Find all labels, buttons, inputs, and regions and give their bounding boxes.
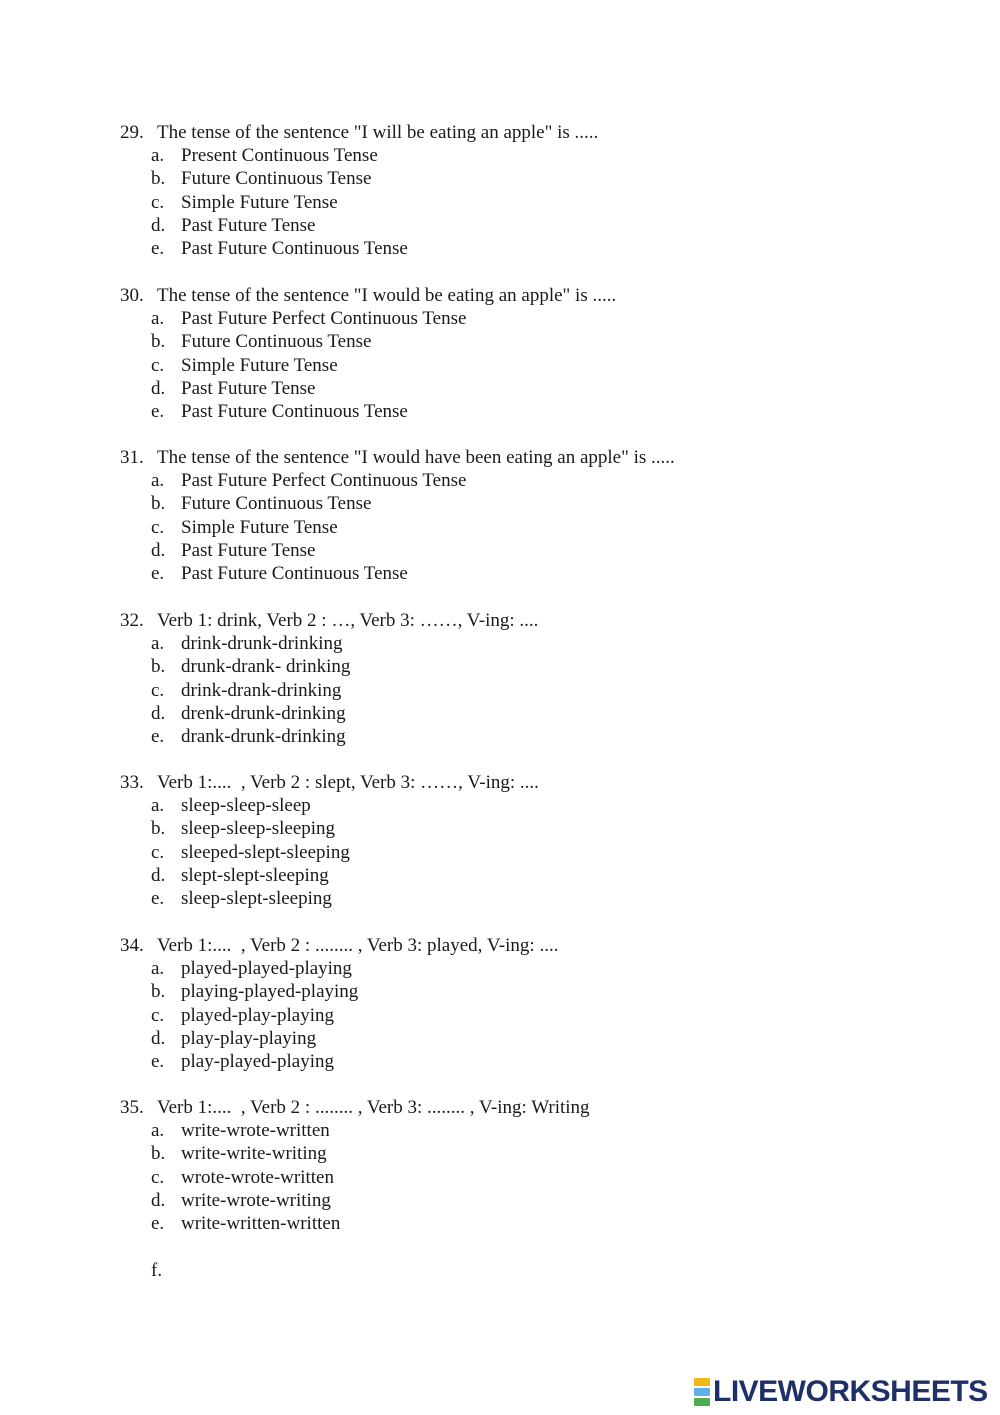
option-text: sleep-slept-sleeping bbox=[181, 887, 332, 909]
option-letter: c. bbox=[151, 841, 165, 863]
option-c[interactable] bbox=[120, 1004, 940, 1027]
option-letter: d. bbox=[151, 1189, 166, 1211]
option-letter: b. bbox=[151, 656, 166, 678]
option-b[interactable] bbox=[120, 167, 940, 190]
question-text: The tense of the sentence "I will be eating an apple" is ..... bbox=[157, 122, 599, 143]
option-text: sleep-sleep-sleeping bbox=[181, 818, 336, 840]
option-text: write-written-written bbox=[181, 1212, 341, 1234]
trailing-option-letter: f. bbox=[151, 1260, 163, 1281]
option-letter: d. bbox=[151, 1027, 166, 1049]
option-letter: a. bbox=[151, 145, 165, 167]
option-letter: a. bbox=[151, 470, 165, 492]
question-32 bbox=[120, 609, 940, 748]
option-a[interactable] bbox=[120, 307, 940, 330]
question-stem bbox=[120, 609, 940, 632]
question-stem bbox=[120, 284, 940, 307]
option-d[interactable] bbox=[120, 1027, 940, 1050]
question-number: 32. bbox=[120, 610, 144, 631]
option-letter: e. bbox=[151, 562, 165, 584]
option-c[interactable] bbox=[120, 1166, 940, 1189]
question-stem bbox=[120, 934, 940, 957]
option-d[interactable] bbox=[120, 702, 940, 725]
option-letter: c. bbox=[151, 191, 165, 213]
option-letter: c. bbox=[151, 354, 165, 376]
option-a[interactable] bbox=[120, 794, 940, 817]
option-text: played-play-playing bbox=[181, 1004, 335, 1026]
option-e[interactable] bbox=[120, 400, 940, 423]
option-text: played-played-playing bbox=[181, 958, 352, 980]
option-e[interactable] bbox=[120, 237, 940, 260]
option-text: drunk-drank- drinking bbox=[181, 656, 351, 678]
option-letter: a. bbox=[151, 958, 165, 980]
option-c[interactable] bbox=[120, 354, 940, 377]
option-text: Future Continuous Tense bbox=[181, 168, 372, 190]
option-text: Past Future Continuous Tense bbox=[181, 400, 408, 422]
option-text: drink-drank-drinking bbox=[181, 679, 342, 701]
question-stem bbox=[120, 771, 940, 794]
option-letter: b. bbox=[151, 1143, 166, 1165]
question-stem bbox=[120, 446, 940, 469]
option-d[interactable] bbox=[120, 214, 940, 237]
option-text: Future Continuous Tense bbox=[181, 331, 372, 353]
option-letter: c. bbox=[151, 1166, 165, 1188]
option-text: playing-played-playing bbox=[181, 981, 359, 1003]
question-text: Verb 1:.... , Verb 2 : ........ , Verb 3: played, V-ing: .... bbox=[157, 935, 559, 956]
option-e[interactable] bbox=[120, 562, 940, 585]
option-b[interactable] bbox=[120, 330, 940, 353]
question-number: 34. bbox=[120, 935, 144, 956]
question-34 bbox=[120, 934, 940, 1073]
option-b[interactable] bbox=[120, 817, 940, 840]
option-letter: e. bbox=[151, 725, 165, 747]
liveworksheets-logo bbox=[694, 1376, 988, 1408]
option-a[interactable] bbox=[120, 469, 940, 492]
option-a[interactable] bbox=[120, 144, 940, 167]
option-text: write-wrote-writing bbox=[181, 1189, 331, 1211]
option-text: Simple Future Tense bbox=[181, 191, 338, 213]
option-c[interactable] bbox=[120, 679, 940, 702]
option-letter: c. bbox=[151, 679, 165, 701]
logo-text: LIVEWORKSHEETS bbox=[713, 1375, 988, 1408]
option-letter: b. bbox=[151, 331, 166, 353]
option-e[interactable] bbox=[120, 725, 940, 748]
option-text: Simple Future Tense bbox=[181, 354, 338, 376]
question-number: 35. bbox=[120, 1097, 144, 1118]
question-text: Verb 1:.... , Verb 2 : slept, Verb 3: ……, V-ing: .... bbox=[157, 772, 539, 793]
option-letter: c. bbox=[151, 516, 165, 538]
option-b[interactable] bbox=[120, 655, 940, 678]
option-b[interactable] bbox=[120, 980, 940, 1003]
option-e[interactable] bbox=[120, 1212, 940, 1235]
option-d[interactable] bbox=[120, 377, 940, 400]
option-a[interactable] bbox=[120, 1119, 940, 1142]
question-text: Verb 1:.... , Verb 2 : ........ , Verb 3: ........ , V-ing: Writing bbox=[157, 1097, 590, 1118]
option-d[interactable] bbox=[120, 864, 940, 887]
option-text: sleep-sleep-sleep bbox=[181, 795, 311, 817]
question-number: 29. bbox=[120, 122, 144, 143]
option-letter: e. bbox=[151, 1212, 165, 1234]
option-letter: b. bbox=[151, 981, 166, 1003]
option-text: Present Continuous Tense bbox=[181, 145, 378, 167]
option-letter: e. bbox=[151, 1050, 165, 1072]
option-letter: d. bbox=[151, 864, 166, 886]
option-letter: a. bbox=[151, 308, 165, 330]
question-33 bbox=[120, 771, 940, 910]
option-letter: e. bbox=[151, 887, 165, 909]
option-letter: a. bbox=[151, 633, 165, 655]
option-text: sleeped-slept-sleeping bbox=[181, 841, 350, 863]
option-text: Future Continuous Tense bbox=[181, 493, 372, 515]
option-text: play-play-playing bbox=[181, 1027, 317, 1049]
option-letter: b. bbox=[151, 493, 166, 515]
option-d[interactable] bbox=[120, 1189, 940, 1212]
option-letter: d. bbox=[151, 377, 166, 399]
question-stem bbox=[120, 1096, 940, 1119]
option-e[interactable] bbox=[120, 1050, 940, 1073]
question-35 bbox=[120, 1096, 940, 1235]
question-stem bbox=[120, 121, 940, 144]
question-30 bbox=[120, 284, 940, 423]
option-letter: d. bbox=[151, 539, 166, 561]
question-31 bbox=[120, 446, 940, 585]
option-b[interactable] bbox=[120, 492, 940, 515]
option-text: Past Future Perfect Continuous Tense bbox=[181, 470, 467, 492]
logo-block-top bbox=[694, 1378, 710, 1386]
option-text: Past Future Tense bbox=[181, 377, 316, 399]
option-b[interactable] bbox=[120, 1142, 940, 1165]
option-a[interactable] bbox=[120, 632, 940, 655]
option-letter: a. bbox=[151, 795, 165, 817]
liveworksheets-logo-icon bbox=[694, 1378, 710, 1406]
option-c[interactable] bbox=[120, 841, 940, 864]
option-letter: b. bbox=[151, 168, 166, 190]
option-d[interactable] bbox=[120, 539, 940, 562]
option-c[interactable] bbox=[120, 516, 940, 539]
option-text: drenk-drunk-drinking bbox=[181, 702, 346, 724]
option-letter: d. bbox=[151, 702, 166, 724]
option-text: play-played-playing bbox=[181, 1050, 335, 1072]
option-text: Past Future Tense bbox=[181, 214, 316, 236]
option-c[interactable] bbox=[120, 191, 940, 214]
option-letter: c. bbox=[151, 1004, 165, 1026]
option-text: Simple Future Tense bbox=[181, 516, 338, 538]
logo-block-bottom bbox=[694, 1398, 710, 1406]
question-number: 31. bbox=[120, 447, 144, 468]
logo-block-mid bbox=[694, 1388, 710, 1396]
question-text: Verb 1: drink, Verb 2 : …, Verb 3: ……, V-ing: .... bbox=[157, 610, 539, 631]
option-letter: e. bbox=[151, 400, 165, 422]
option-text: Past Future Perfect Continuous Tense bbox=[181, 308, 467, 330]
option-a[interactable] bbox=[120, 957, 940, 980]
option-letter: b. bbox=[151, 818, 166, 840]
option-text: write-wrote-written bbox=[181, 1120, 330, 1142]
option-text: wrote-wrote-written bbox=[181, 1166, 334, 1188]
option-letter: a. bbox=[151, 1120, 165, 1142]
option-letter: e. bbox=[151, 237, 165, 259]
option-e[interactable] bbox=[120, 887, 940, 910]
question-29 bbox=[120, 121, 940, 260]
option-text: Past Future Continuous Tense bbox=[181, 562, 408, 584]
option-text: Past Future Continuous Tense bbox=[181, 237, 408, 259]
question-text: The tense of the sentence "I would be eating an apple" is ..... bbox=[157, 285, 617, 306]
option-text: write-write-writing bbox=[181, 1143, 327, 1165]
option-text: drink-drunk-drinking bbox=[181, 633, 343, 655]
question-number: 33. bbox=[120, 772, 144, 793]
option-letter: d. bbox=[151, 214, 166, 236]
question-text: The tense of the sentence "I would have been eating an apple" is ..... bbox=[157, 447, 675, 468]
option-text: Past Future Tense bbox=[181, 539, 316, 561]
question-number: 30. bbox=[120, 285, 144, 306]
option-text: drank-drunk-drinking bbox=[181, 725, 346, 747]
option-text: slept-slept-sleeping bbox=[181, 864, 329, 886]
